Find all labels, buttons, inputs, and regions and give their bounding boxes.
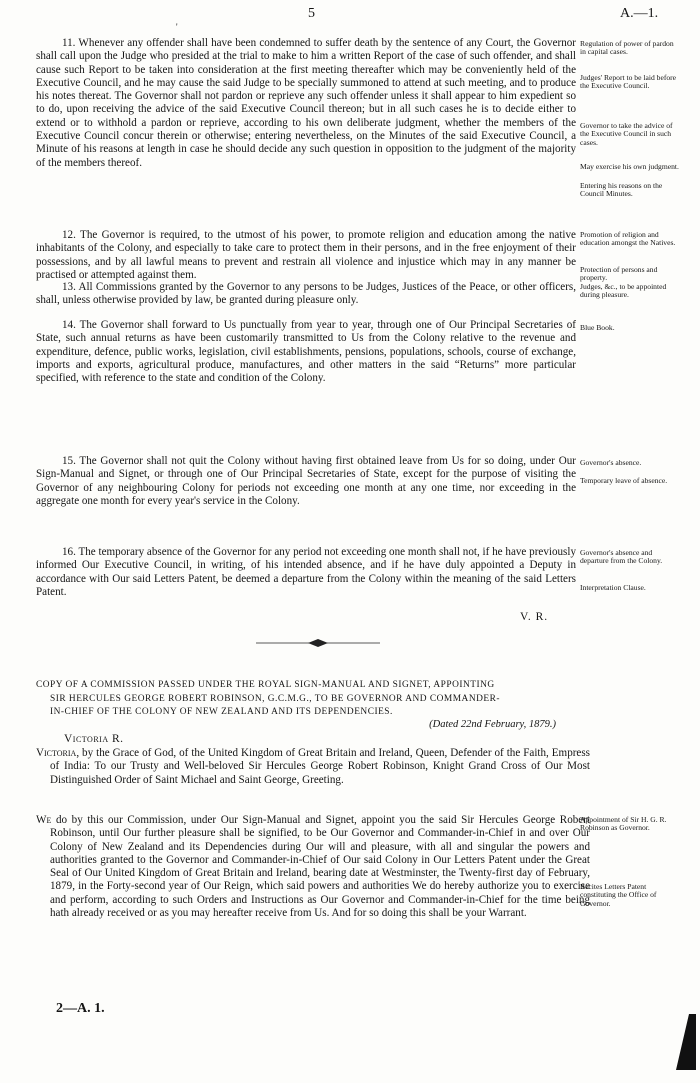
margin-note: Blue Book.: [580, 323, 615, 332]
royal-address: [36, 747, 590, 787]
commission-date: (Dated 22nd February, 1879.): [429, 719, 556, 730]
margin-note: Protection of persons and property.: [580, 265, 658, 283]
address-lead: Victoria: [36, 747, 77, 759]
margin-note: May exercise his own judgment.: [580, 162, 679, 171]
section-15: 15. The Governor shall not quit the Colony without having first obtained leave from Us for so doing, under Our Sign-Manual and Signet, or through one of Our Principal Secretaries of State, except for the purpose of visiting the Governor of any neighbouring Colony for periods not exceeding one month at any one time, nor exceeding in the aggregate one month for every year's service in the Colony.: [36, 455, 576, 507]
signature-mark: 2—A. 1.: [56, 1001, 105, 1016]
victoria-signature: Victoria R.: [64, 733, 124, 745]
section-divider-ornament: [256, 638, 380, 648]
section-14: 14. The Governor shall forward to Us punctually from year to year, through one of Our Principal Secretaries of State, such annual returns as have been customarily transmitted to Us from the Colony relative to the revenue and expenditure, defence, public works, legislation, civil establishments, pensions, populations, schools, course of exchange, imports and exports, agricultural produce, manufactures, and other matters in the said “Returns” more particular specified, with reference to the state and condition of the Colony.: [36, 319, 576, 385]
margin-note: Recites Letters Patent constituting the Office of Governor.: [580, 882, 657, 908]
page-number: 5: [308, 6, 315, 21]
margin-note: Judges, &c., to be appointed during pleasure.: [580, 282, 667, 300]
address-text: , by the Grace of God, of the United Kingdom of Great Britain and Ireland, Queen, Defender of the Faith, Empress of India: To our Trusty and Well-beloved Sir Hercules George Robert Robinson, Knight Grand Cross of Our Most Distinguished Order of Saint Michael and Saint George, Greeting.: [50, 747, 590, 786]
section-16: 16. The temporary absence of the Governor for any period not exceeding one month shall not, if he have previously informed Our Executive Council, in writing, of his intended absence, and if he have duly appointed a Deputy in accordance with Our said Letters Patent, be deemed a departure from the Colony within the meaning of the said Letters Patent.: [36, 546, 576, 598]
commission-heading-line: COPY OF A COMMISSION PASSED UNDER THE ROYAL SIGN-MANUAL AND SIGNET, APPOINTING: [36, 680, 495, 690]
margin-note: Appointment of Sir H. G. R. Robinson as Governor.: [580, 815, 667, 833]
margin-note: Judges' Report to be laid before the Executive Council.: [580, 73, 677, 91]
body-text: do by this our Commission, under Our Sign-Manual and Signet, appoint you the said Sir Hercules George Robert Robinson, until Our further pleasure shall be signified, to be Our Governor and Commander-in-Chief in and over Our Colony of New Zealand and its Dependencies during Our will and pleasure, with all and singular the powers and authorities granted to the Governor and Commander-in-Chief of Our said Colony in Our Letters Patent under the Great Seal of Our United Kingdom of Great Britain and Ireland, bearing date at Westminster, the Twenty-first day of February, 1879, in the Forty-second year of Our Reign, which said powers and authorities We do hereby authorize you to exercise and perform, according to such Orders and Instructions as Our Governor and Commander-in-Chief for the time being hath already received or as you may hereafter receive from Us. And for so doing this shall be your Warrant.: [50, 814, 590, 920]
commission-heading: [36, 679, 594, 720]
margin-note: Governor's absence.: [580, 458, 642, 467]
royal-signoff: V. R.: [520, 611, 549, 623]
commission-heading-line: IN-CHIEF OF THE COLONY OF NEW ZEALAND AND ITS DEPENDENCIES.: [50, 707, 393, 717]
body-lead: We: [36, 814, 52, 826]
margin-note: Promotion of religion and education amongst the Natives.: [580, 230, 676, 248]
commission-body: [36, 814, 590, 920]
corner-mark: [676, 1014, 696, 1070]
section-13: 13. All Commissions granted by the Governor to any persons to be Judges, Justices of the Peace, or other officers, shall, unless otherwise provided by law, be granted during pleasure only.: [36, 281, 576, 307]
document-reference: A.—1.: [620, 6, 659, 21]
section-11: 11. Whenever any offender shall have been condemned to suffer death by the sentence of any Court, the Governor shall call upon the Judge who presided at the trial to make to him a written Report of the case of such offender, and shall cause such Report to be taken into consideration at the first meeting thereafter which may be conveniently held of the Executive Council, and he may cause the said Judge to be specially summoned to attend at such meeting, and to produce his notes thereat. The Governor shall not pardon or reprieve any such offender unless it shall appear to him expedient so to do, upon receiving the advice of the said Executive Council thereon; but in all such cases he is to decide either to extend or to withhold a pardon or reprieve, according to his own deliberate judgment, whether the members of the Executive Council concur therein or otherwise; entering nevertheless, on the Minutes of the said Executive Council, a Minute of his reasons at length in case he should decide any such question in opposition to the judgment of the majority of the members thereof.: [36, 37, 576, 169]
commission-heading-line: SIR HERCULES GEORGE ROBERT ROBINSON, G.C.M.G., TO BE GOVERNOR AND COMMANDER-: [50, 693, 500, 704]
page-header: [0, 6, 700, 26]
margin-note: Regulation of power of pardon in capital cases.: [580, 39, 674, 57]
section-12: 12. The Governor is required, to the utmost of his power, to promote religion and education among the native inhabitants of the Colony, and especially to take care to protect them in their persons, and in the free enjoyment of their possessions, and by all lawful means to prevent and restrain all violence and injustice which may in any manner be practised or attempted against them.: [36, 229, 576, 281]
margin-note: Governor's absence and departure from the Colony.: [580, 548, 663, 566]
stray-mark: ': [176, 22, 178, 32]
margin-note: Entering his reasons on the Council Minutes.: [580, 181, 663, 199]
margin-note: Governor to take the advice of the Executive Council in such cases.: [580, 121, 673, 147]
margin-note: Interpretation Clause.: [580, 583, 646, 592]
margin-note: Temporary leave of absence.: [580, 476, 668, 485]
